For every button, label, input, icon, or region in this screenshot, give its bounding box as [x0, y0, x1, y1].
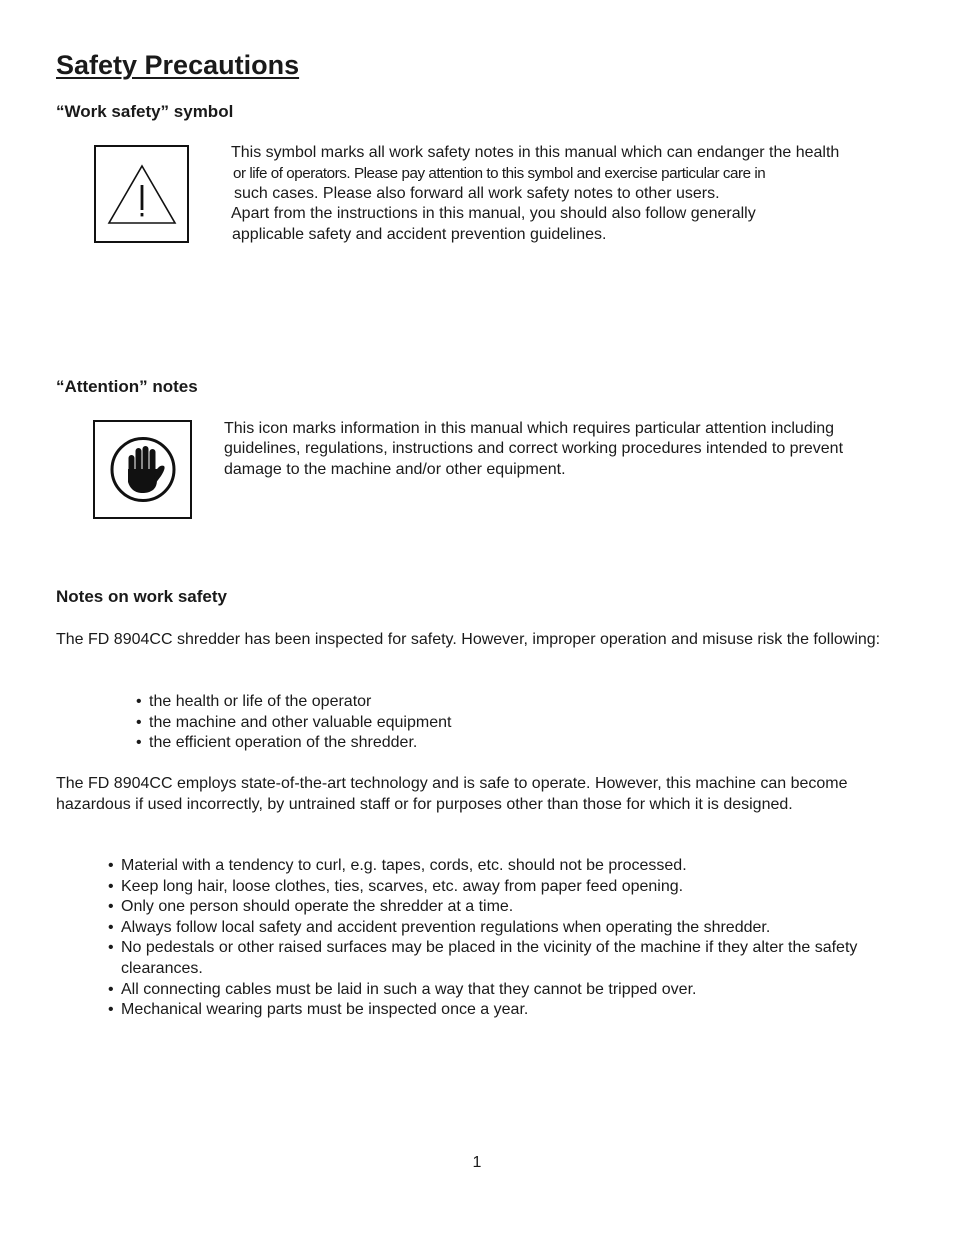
- work-safety-line-5: applicable safety and accident prevention guidelines.: [232, 226, 607, 243]
- stop-hand-icon: [93, 420, 192, 519]
- attention-line-1: This icon marks information in this manual which requires particular attention including: [224, 420, 835, 437]
- page-number: 1: [472, 1154, 482, 1171]
- list-item: • Keep long hair, loose clothes, ties, scarves, etc. away from paper feed opening.: [108, 877, 878, 898]
- list-item: • the efficient operation of the shredder.: [136, 733, 836, 754]
- list-item: • Always follow local safety and accident prevention regulations when operating the shredder.: [108, 918, 878, 939]
- work-safety-line-4: Apart from the instructions in this manual, you should also follow generally: [231, 205, 756, 222]
- page-title: Safety Precautions: [56, 50, 300, 80]
- notes-paragraph-2-text: The FD 8904CC employs state-of-the-art technology and is safe to operate. However, this machine can become hazardous if used incorrectly, by untrained staff or for purposes other than those for which it is designed.: [56, 775, 848, 813]
- list-item: • Material with a tendency to curl, e.g. tapes, cords, etc. should not be processed.: [108, 856, 878, 877]
- list-item: • the health or life of the operator: [136, 692, 836, 713]
- work-safety-line-3: such cases. Please also forward all work safety notes to other users.: [234, 185, 720, 202]
- attention-line-3: damage to the machine and/or other equipment.: [224, 461, 566, 478]
- list-item: • the machine and other valuable equipment: [136, 713, 836, 734]
- work-safety-line-1: This symbol marks all work safety notes in this manual which can endanger the health: [231, 144, 840, 161]
- notes-intro: [56, 630, 896, 651]
- work-safety-heading: “Work safety” symbol: [56, 102, 234, 121]
- rules-list: [108, 856, 878, 1021]
- notes-paragraph-2: [56, 774, 896, 815]
- list-item: • Only one person should operate the shredder at a time.: [108, 897, 878, 918]
- work-safety-line-2: or life of operators. Please pay attention to this symbol and exercise particular care in: [233, 165, 766, 182]
- notes-heading: Notes on work safety: [56, 587, 227, 606]
- risk-list: [136, 692, 836, 754]
- warning-triangle-icon: [94, 145, 189, 243]
- attention-heading: “Attention” notes: [56, 377, 198, 396]
- attention-line-2: guidelines, regulations, instructions and correct working procedures intended to prevent: [224, 440, 844, 457]
- list-item: • No pedestals or other raised surfaces may be placed in the vicinity of the machine if they alter the safety clearances.: [108, 938, 878, 979]
- list-item: • All connecting cables must be laid in such a way that they cannot be tripped over.: [108, 980, 878, 1001]
- list-item: • Mechanical wearing parts must be inspected once a year.: [108, 1000, 878, 1021]
- notes-intro-text: The FD 8904CC shredder has been inspected for safety. However, improper operation and misuse risk the following:: [56, 631, 881, 648]
